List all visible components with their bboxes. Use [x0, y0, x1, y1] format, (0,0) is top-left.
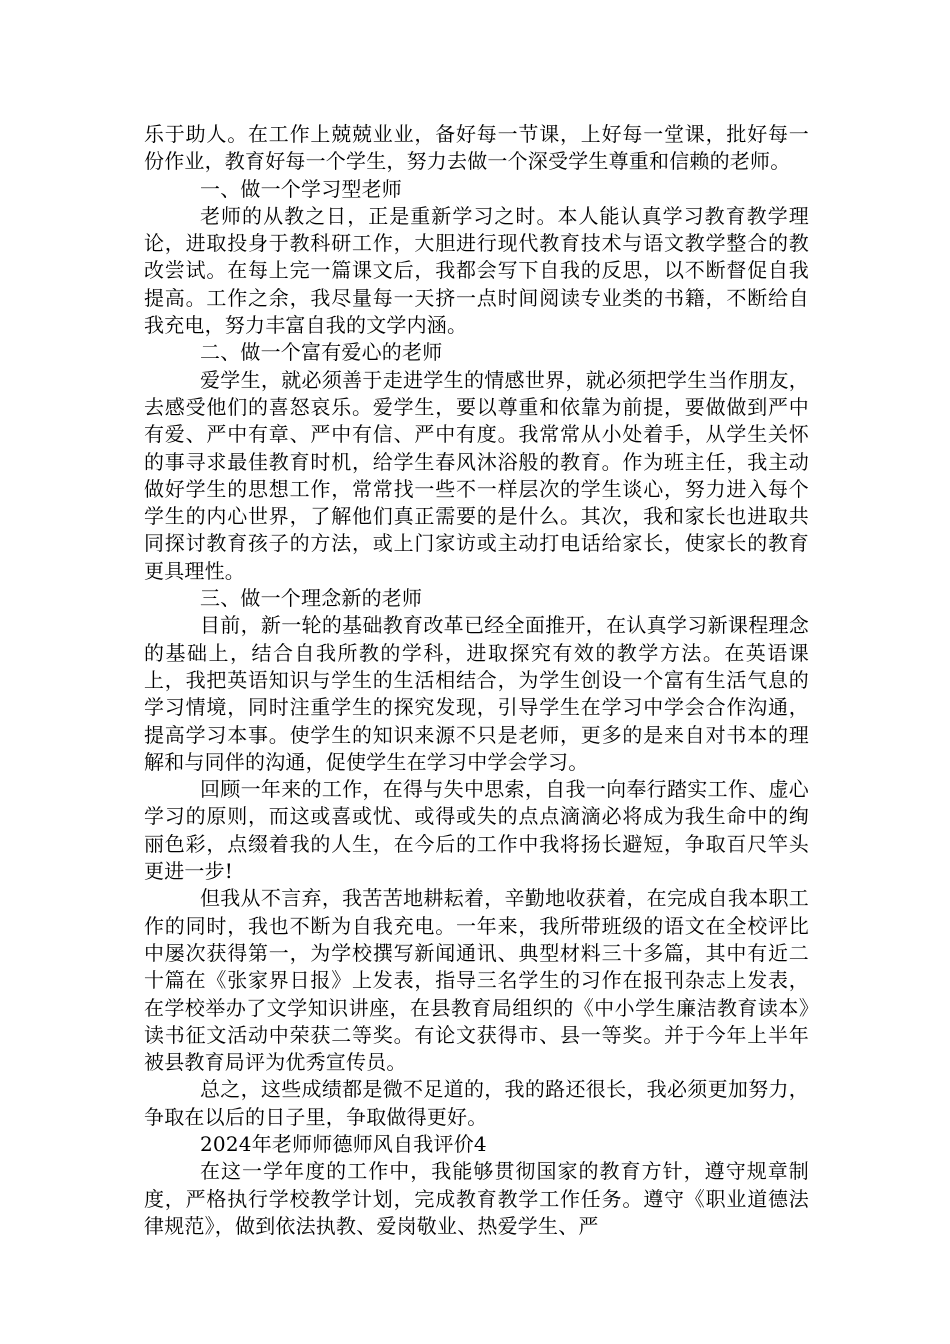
paragraph: 乐于助人。在工作上兢兢业业，备好每一节课，上好每一堂课，批好每一份作业，教育好每一个学生，努力去做一个深受学生尊重和信赖的老师。: [144, 122, 809, 174]
paragraph: 总之，这些成绩都是微不足道的，我的路还很长，我必须更加努力，争取在以后的日子里，争取做得更好。: [144, 1077, 809, 1129]
paragraph: 在这一学年度的工作中，我能够贯彻国家的教育方针，遵守规章制度，严格执行学校教学计划，完成教育教学工作任务。遵守《职业道德法律规范》，做到依法执教、爱岗敬业、热爱学生、严: [144, 1159, 809, 1238]
section-heading: 三、做一个理念新的老师: [200, 586, 423, 611]
article-title: 2024年老师师德师风自我评价4: [200, 1131, 487, 1156]
paragraph: 爱学生，就必须善于走进学生的情感世界，就必须把学生当作朋友，去感受他们的喜怒哀乐。爱学生，要以尊重和依靠为前提，要做做到严中有爱、严中有章、严中有信、严中有度。我常常从小处着手，从学生关怀的事寻求最佳教育时机，给学生春风沐浴般的教育。作为班主任，我主动做好学生的思想工作，常常找一些不一样层次的学生谈心，努力进入每个学生的内心世界，了解他们真正需要的是什么。其次，我和家长也进取共同探讨教育孩子的方法，或上门家访或主动打电话给家长，使家长的教育更具理性。: [144, 367, 809, 583]
document-body: [144, 121, 809, 1240]
paragraph: 目前，新一轮的基础教育改革已经全面推开，在认真学习新课程理念的基础上，结合自我所教的学科，进取探究有效的教学方法。在英语课上，我把英语知识与学生的生活相结合，为学生创设一个富有生活气息的学习情境，同时注重学生的探究发现，引导学生在学习中学会合作沟通，提高学习本事。使学生的知识来源不只是老师，更多的是来自对书本的理解和与同伴的沟通，促使学生在学习中学会学习。: [144, 613, 809, 774]
paragraph: 但我从不言弃，我苦苦地耕耘着，辛勤地收获着，在完成自我本职工作的同时，我也不断为自我充电。一年来，我所带班级的语文在全校评比中屡次获得第一，为学校撰写新闻通讯、典型材料三十多篇，其中有近二十篇在《张家界日报》上发表，指导三名学生的习作在报刊杂志上发表，在学校举办了文学知识讲座，在县教育局组织的《中小学生廉洁教育读本》读书征文活动中荣获二等奖。有论文获得市、县一等奖。并于今年上半年被县教育局评为优秀宣传员。: [144, 886, 809, 1075]
paragraph: 回顾一年来的工作，在得与失中思索，自我一向奉行踏实工作、虚心学习的原则，而这或喜或忧、或得或失的点点滴滴必将成为我生命中的绚丽色彩，点缀着我的人生，在今后的工作中我将扬长避短，争取百尺竿头更进一步!: [144, 777, 809, 884]
section-heading: 一、做一个学习型老师: [200, 176, 402, 201]
section-heading: 二、做一个富有爱心的老师: [200, 340, 443, 365]
paragraph: 老师的从教之日，正是重新学习之时。本人能认真学习教育教学理论，进取投身于教科研工作，大胆进行现代教育技术与语文教学整合的教改尝试。在每上完一篇课文后，我都会写下自我的反思，以不断督促自我提高。工作之余，我尽量每一天挤一点时间阅读专业类的书籍，不断给自我充电，努力丰富自我的文学内涵。: [144, 203, 809, 338]
